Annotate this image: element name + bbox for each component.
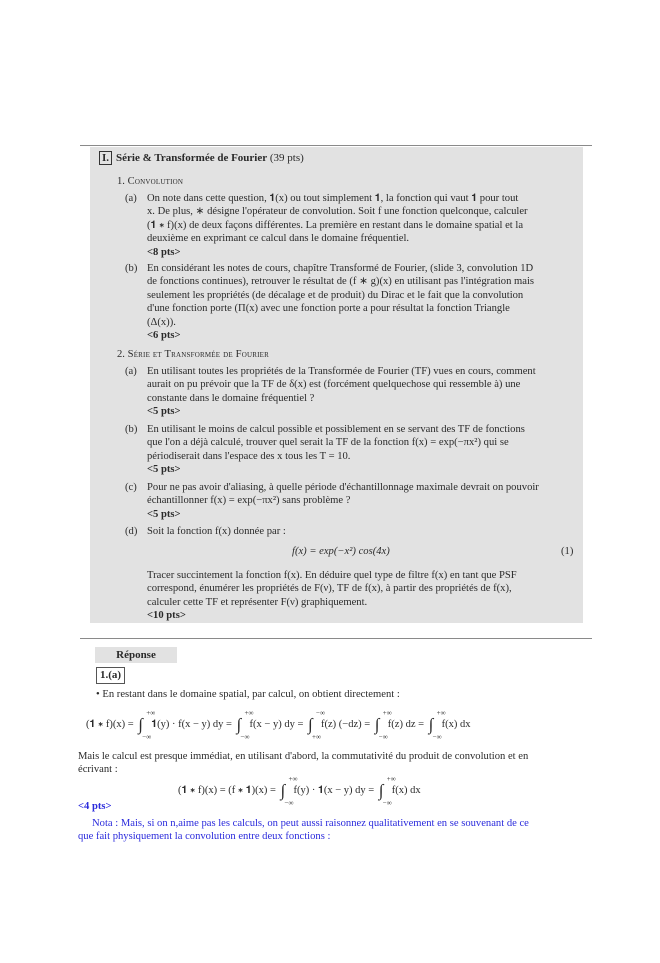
answer-label: 1.(a) (96, 667, 125, 684)
section-heading (99, 151, 304, 165)
section-number: I. (99, 151, 112, 165)
q2a-label: (a) (125, 366, 137, 377)
q1b-label: (b) (125, 263, 138, 274)
part-1-heading: 1. Convolution (117, 176, 184, 187)
q2c-label: (c) (125, 482, 137, 493)
integral-icon: ∫ +∞ −∞ (378, 775, 396, 807)
answer-points: <4 pts> (78, 801, 112, 812)
bullet-line: • En restant dans le domaine spatial, par calcul, on obtient directement : (96, 689, 400, 700)
q2a-points: <5 pts> (147, 406, 181, 418)
q2b-text: En utilisant le moins de calcul possible et possiblement en se servant des TF de fonctions que l'on a déjà calculé, trouver quel serait la TF de la fonction f(x) = exp(−πx²) qui se périodiserait dans l'espace des x tous les T = 10. <5 pts> (147, 423, 579, 477)
q1a-text: On note dans cette question, 𝟏(x) ou tout simplement 𝟏, la fonction qui vaut 𝟏 pour tout x. De plus, ∗ désigne l'opérateur de convolution. Soit f une fonction quelconque, calculer (𝟏 ∗ f)(x) de deux façons différentes. La première en restant dans le domaine spatial et la deuxième en exprimant ce calcul dans le domaine fréquentiel. <8 pts> (147, 192, 579, 259)
bullet-icon: • (96, 689, 100, 700)
integral-icon: ∫ +∞ −∞ (280, 775, 298, 807)
integral-icon: ∫ −∞ +∞ (308, 709, 325, 741)
q2d-text: Tracer succintement la fonction f(x). En déduire quel type de filtre f(x) en tant que PSF correspond, énumérer les propriétés de F(ν), TF de f(x), à partir des propriétés de f(x), calculer cette TF et représenter F(ν) graphiquement. <10 pts> (147, 569, 579, 623)
equation-2: (𝟏 ∗ f)(x) = (f ∗ 𝟏)(x) = ∫ +∞ −∞ f(y) · 𝟏(x − y) dy = ∫ +∞ −∞ f(x) dx (178, 775, 421, 807)
paragraph-2: Mais le calcul est presque immédiat, en utilisant d'abord, la commutativité du produit de convolution et en écrivant : (78, 751, 529, 776)
q2c-points: <5 pts> (147, 508, 181, 520)
q2d-intro: Soit la fonction f(x) donnée par : (147, 526, 286, 537)
q2b-points: <5 pts> (147, 464, 181, 476)
q2d-points: <10 pts> (147, 610, 186, 622)
section-title: Série & Transformée de Fourier (116, 152, 268, 164)
q2d-equation-number: (1) (561, 546, 574, 557)
q2b-label: (b) (125, 424, 138, 435)
integral-icon: ∫ +∞ −∞ (236, 709, 254, 741)
integral-icon: ∫ +∞ −∞ (138, 709, 156, 741)
nota-paragraph: Nota : Mais, si on n,aime pas les calculs, on peut aussi raisonnez qualitativement en se souvenant de ce que fait physiquement la convolution entre deux fonctions : (78, 818, 529, 843)
bottom-rule (80, 638, 592, 639)
part-2-heading: 2. Série et Transformée de Fourier (117, 349, 270, 360)
q2c-text: Pour ne pas avoir d'aliasing, à quelle période d'échantillonnage maximale devrait on pouvoir échantillonner f(x) = exp(−πx²) sans problème ? <5 pts> (147, 481, 579, 521)
q1a-points: <8 pts> (147, 246, 181, 258)
q2d-label: (d) (125, 526, 138, 537)
equation-1: (𝟏 ∗ f)(x) = ∫ +∞ −∞ 𝟏(y) · f(x − y) dy = ∫ +∞ −∞ f(x − y) dy = ∫ −∞ +∞ f(z) (−dz) = ∫ +∞ −∞ f(z) dz = ∫ +∞ −∞ f(x) dx (86, 709, 471, 741)
integral-icon: ∫ +∞ −∞ (428, 709, 446, 741)
q2d-equation: f(x) = exp(−x²) cos(4x) (292, 546, 390, 557)
q2a-text: En utilisant toutes les propriétés de la Transformée de Fourier (TF) vues en cours, comment aurait on pu prévoir que la TF de δ(x) est (forcément quelquechose qui ressemble à) une constante dans le domaine fréquentiel ? <5 pts> (147, 365, 579, 419)
q1a-label: (a) (125, 193, 137, 204)
section-points: (39 pts) (269, 152, 304, 164)
q1b-points: <6 pts> (147, 330, 181, 342)
integral-icon: ∫ +∞ −∞ (374, 709, 392, 741)
q1b-text: En considérant les notes de cours, chapître Transformé de Fourier, (slide 3, convolution 1D de fonctions continues), retrouver le résultat de (f ∗ g)(x) en utilisant pas l'intégration mais seulement les propriétés (de décalage et de produit) du Dirac et le fait que la convolution d'une fonction porte (Π(x) avec une fonction porte a pour résultat la fonction Triangle (Δ(x)). <6 pts> (147, 262, 579, 342)
response-tab: Réponse (95, 647, 177, 663)
